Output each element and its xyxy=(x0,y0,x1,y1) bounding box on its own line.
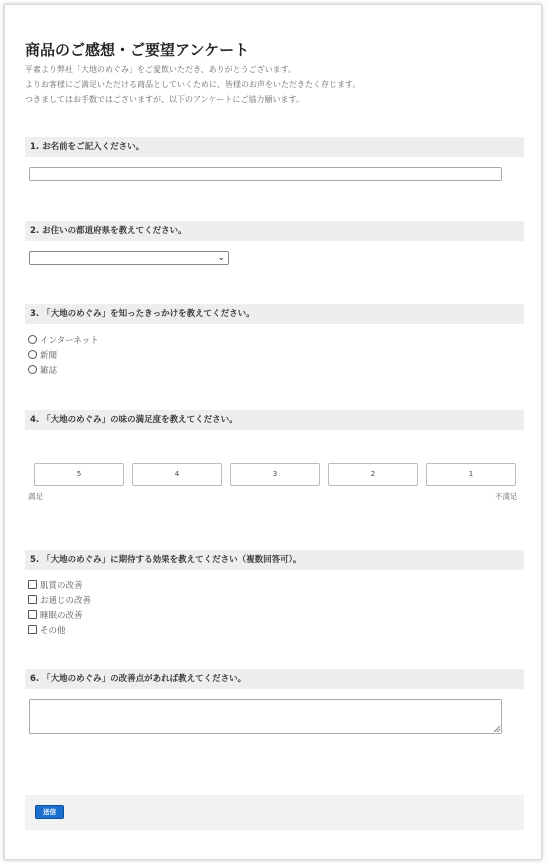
scale-option-3[interactable]: 3 xyxy=(230,463,320,486)
name-input[interactable] xyxy=(29,167,502,181)
checkbox-option-digestion[interactable] xyxy=(28,595,91,607)
prefecture-select[interactable] xyxy=(29,251,229,265)
scale-option-5[interactable]: 5 xyxy=(34,463,124,486)
intro-line-3: つきましてはお手数ではございますが、以下のアンケートにご協力願います。 xyxy=(25,95,304,104)
improvement-textarea[interactable] xyxy=(29,699,502,734)
submit-button[interactable]: 送信 xyxy=(35,805,64,819)
checkbox-label: 肌質の改善 xyxy=(40,581,83,591)
radio-button[interactable] xyxy=(28,350,37,359)
checkbox-option-other[interactable] xyxy=(28,625,66,637)
radio-option-internet[interactable] xyxy=(28,335,99,347)
intro-line-1: 平素より弊社「大地のめぐみ」をご愛飲いただき、ありがとうございます。 xyxy=(25,65,297,74)
intro-line-2: よりお客様にご満足いただける商品としていくために、皆様のお声をいただきたく存じます。 xyxy=(25,80,361,89)
checkbox-label: 睡眠の改善 xyxy=(40,611,83,621)
chevron-down-icon: ⌄ xyxy=(217,253,225,263)
resize-grip-icon[interactable] xyxy=(494,726,500,732)
form-footer xyxy=(25,795,524,830)
checkbox-option-sleep[interactable] xyxy=(28,610,83,622)
radio-option-magazine[interactable] xyxy=(28,365,57,377)
survey-page xyxy=(4,4,542,860)
scale-option-1[interactable]: 1 xyxy=(426,463,516,486)
radio-option-newspaper[interactable] xyxy=(28,350,57,362)
question-5-heading: 5. 「大地のめぐみ」に期待する効果を教えてください（複数回答可）。 xyxy=(25,550,524,570)
checkbox-label: その他 xyxy=(40,626,66,636)
question-1-heading: 1. お名前をご記入ください。 xyxy=(25,137,524,157)
checkbox-label: お通じの改善 xyxy=(40,596,92,606)
radio-button[interactable] xyxy=(28,365,37,374)
question-3-heading: 3. 「大地のめぐみ」を知ったきっかけを教えてください。 xyxy=(25,304,524,324)
checkbox[interactable] xyxy=(28,595,37,604)
radio-label: インターネット xyxy=(40,336,99,346)
checkbox[interactable] xyxy=(28,625,37,634)
question-4-heading: 4. 「大地のめぐみ」の味の満足度を教えてください。 xyxy=(25,410,524,430)
scale-min-label: 満足 xyxy=(28,492,43,501)
checkbox[interactable] xyxy=(28,610,37,619)
question-6-heading: 6. 「大地のめぐみ」の改善点があれば教えてください。 xyxy=(25,669,524,689)
radio-label: 新聞 xyxy=(40,351,58,361)
question-2-heading: 2. お住いの都道府県を教えてください。 xyxy=(25,221,524,241)
page-title: 商品のご感想・ご要望アンケート xyxy=(25,41,250,59)
checkbox-option-skin[interactable] xyxy=(28,580,83,592)
checkbox[interactable] xyxy=(28,580,37,589)
radio-label: 雑誌 xyxy=(40,366,58,376)
radio-button[interactable] xyxy=(28,335,37,344)
scale-option-2[interactable]: 2 xyxy=(328,463,418,486)
scale-option-4[interactable]: 4 xyxy=(132,463,222,486)
scale-max-label: 不満足 xyxy=(495,492,518,501)
intro-text xyxy=(25,62,360,107)
